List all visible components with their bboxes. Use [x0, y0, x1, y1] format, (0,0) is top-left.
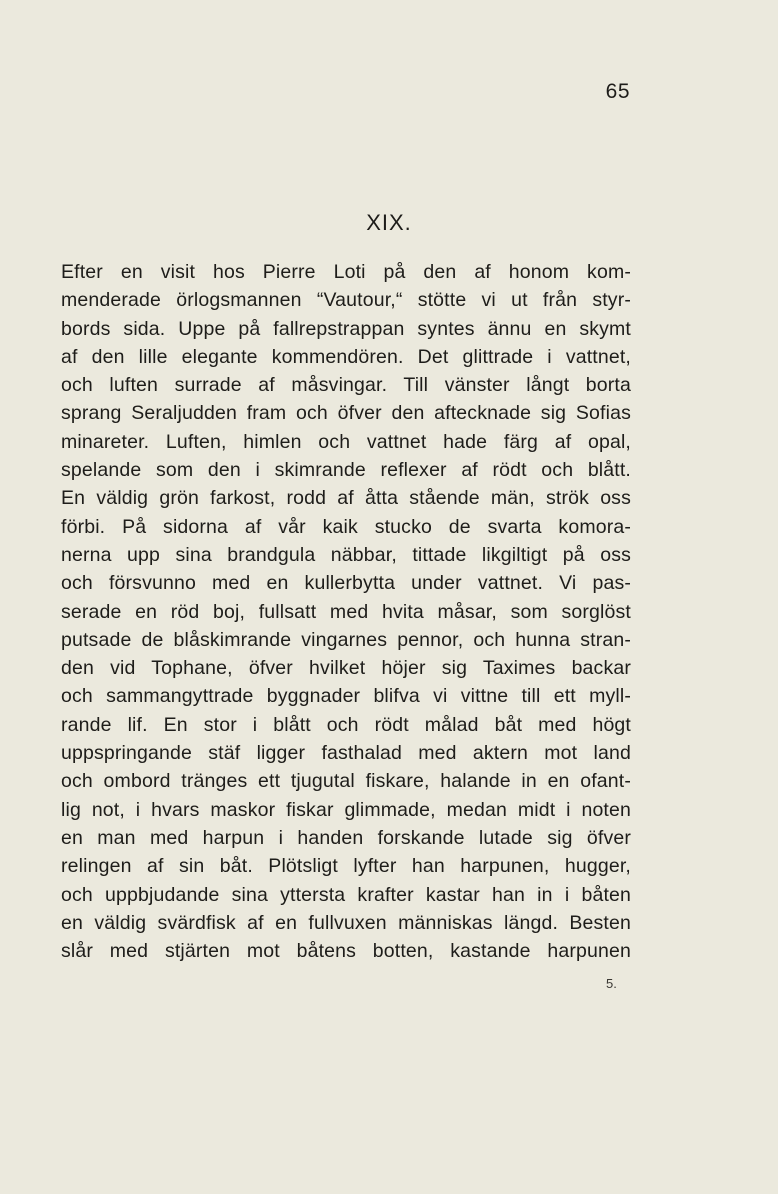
text-line: och sammangyttrade byggnader blifva vi vittne till ett myll- [61, 685, 631, 708]
text-line: den vid Tophane, öfver hvilket höjer sig Taximes backar [61, 657, 631, 680]
text-line: nerna upp sina brandgula näbbar, tittade likgiltigt på oss [61, 543, 631, 566]
text-line: slår med stjärten mot båtens botten, kastande harpunen [61, 940, 631, 963]
text-line: spelande som den i skimrande reflexer af rödt och blått. [61, 459, 631, 482]
printer-signature-mark: 5. [606, 976, 617, 991]
page-number: 65 [605, 80, 630, 103]
text-line: minareter. Luften, himlen och vattnet hade färg af opal, [61, 430, 631, 453]
text-line: relingen af sin båt. Plötsligt lyfter han harpunen, hugger, [61, 855, 631, 878]
text-line: och luften surrade af måsvingar. Till vänster långt borta [61, 374, 631, 397]
text-line: uppspringande stäf ligger fasthalad med aktern mot land [61, 742, 631, 765]
text-line: En väldig grön farkost, rodd af åtta stående män, strök oss [61, 487, 631, 510]
chapter-heading: XIX. [366, 210, 412, 235]
text-line: rande lif. En stor i blått och rödt målad båt med högt [61, 713, 631, 736]
text-line: putsade de blåskimrande vingarnes pennor, och hunna stran- [61, 628, 631, 651]
text-line: och försvunno med en kullerbytta under vattnet. Vi pas- [61, 572, 631, 595]
text-line: lig not, i hvars maskor fiskar glimmade, medan midt i noten [61, 798, 631, 821]
text-line: menderade örlogsmannen “Vautour,“ stötte vi ut från styr- [61, 289, 631, 312]
text-line: Efter en visit hos Pierre Loti på den af honom kom- [61, 261, 631, 283]
text-line: och uppbjudande sina yttersta krafter kastar han in i båten [61, 883, 631, 906]
text-line: sprang Seraljudden fram och öfver den aftecknade sig Sofias [61, 402, 631, 425]
text-line: af den lille elegante kommendören. Det glittrade i vattnet, [61, 345, 631, 368]
text-line: och ombord tränges ett tjugutal fiskare, halande in en ofant- [61, 770, 631, 793]
body-text [61, 258, 631, 965]
text-line: en man med harpun i handen forskande lutade sig öfver [61, 826, 631, 849]
text-line: bords sida. Uppe på fallrepstrappan syntes ännu en skymt [61, 317, 631, 340]
text-line: en väldig svärdfisk af en fullvuxen människas längd. Besten [61, 911, 631, 934]
text-line: förbi. På sidorna af vår kaik stucko de svarta komora- [61, 515, 631, 538]
text-line: serade en röd boj, fullsatt med hvita måsar, som sorglöst [61, 600, 631, 623]
